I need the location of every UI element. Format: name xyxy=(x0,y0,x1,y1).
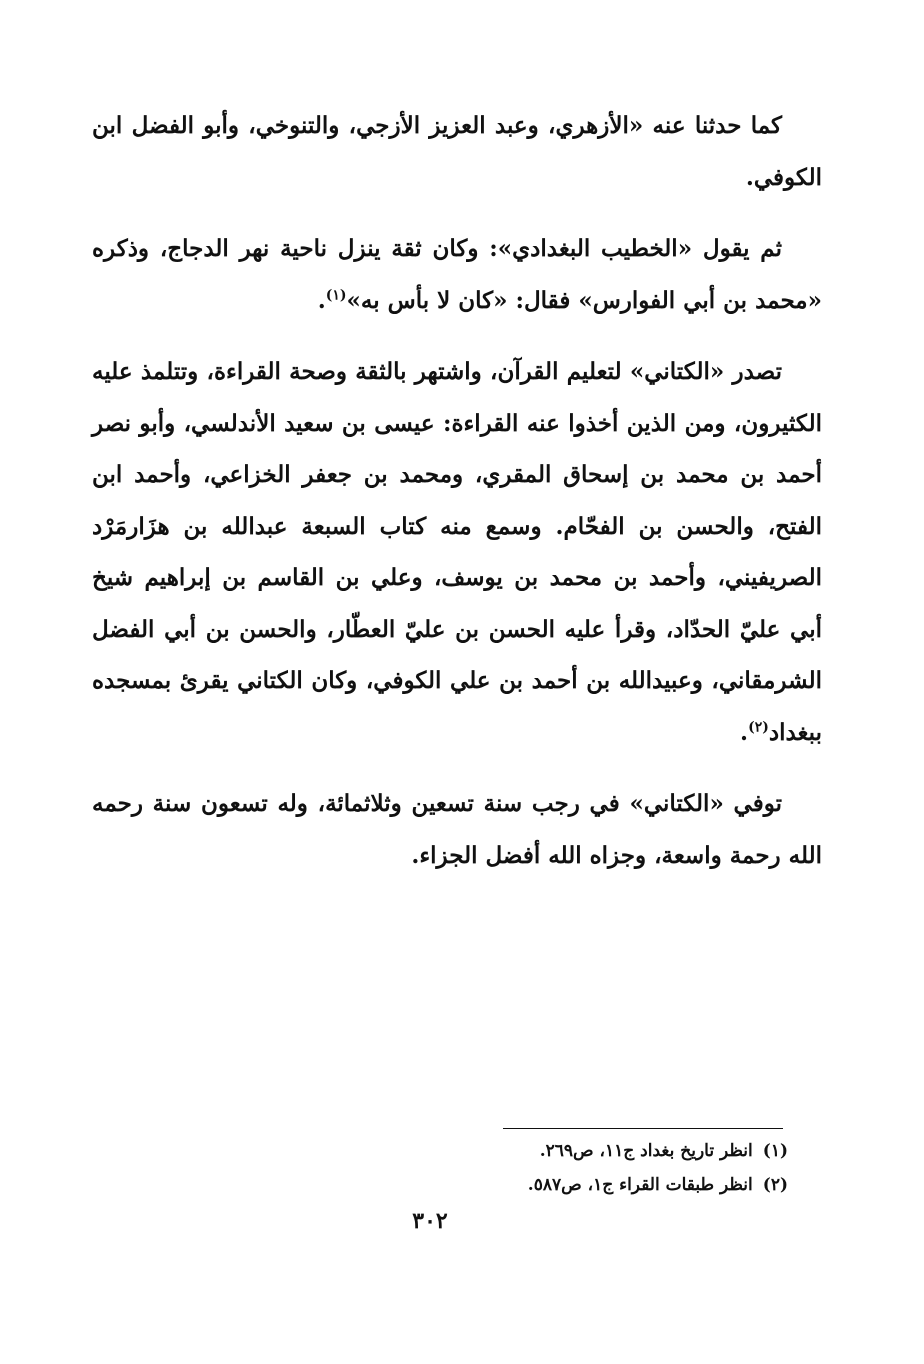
paragraph-1 xyxy=(92,100,822,203)
footnote-ref-1: (١) xyxy=(325,286,347,303)
page-number: ٣٠٢ xyxy=(412,1208,448,1234)
footnote-1 xyxy=(420,1134,788,1168)
main-text xyxy=(92,100,822,901)
paragraph-3 xyxy=(92,346,822,758)
footnote-2 xyxy=(420,1168,788,1202)
footnote-1-number: (١) xyxy=(762,1141,788,1161)
paragraph-2 xyxy=(92,223,822,326)
footnote-2-text: انظر طبقات القراء ج١، ص٥٨٧. xyxy=(527,1175,753,1195)
paragraph-4 xyxy=(92,778,822,881)
footnote-2-number: (٢) xyxy=(762,1175,788,1195)
paragraph-2-tail: . xyxy=(317,286,326,314)
footnotes xyxy=(420,1134,788,1202)
footnote-ref-2: (٢) xyxy=(748,718,769,735)
paragraph-4-text: توفي «الكتاني» في رجب سنة تسعين وثلاثمائة، وله تسعون سنة رحمه الله رحمة واسعة، وجزاه الله أفضل الجزاء. xyxy=(92,790,822,869)
paragraph-2-text: ثم يقول «الخطيب البغدادي»: وكان ثقة ينزل ناحية نهر الدجاج، وذكره «محمد بن أبي الفوارس» فقال: «كان لا بأس به» xyxy=(92,235,822,314)
footnote-divider xyxy=(503,1128,783,1129)
footnote-1-text: انظر تاريخ بغداد ج١١، ص٢٦٩. xyxy=(539,1141,753,1161)
paragraph-1-text: كما حدثنا عنه «الأزهري، وعبد العزيز الأزجي، والتنوخي، وأبو الفضل ابن الكوفي. xyxy=(92,112,822,191)
paragraph-3-text: تصدر «الكتاني» لتعليم القرآن، واشتهر بالثقة وصحة القراءة، وتتلمذ عليه الكثيرون، ومن الذين أخذوا عنه القراءة: عيسى بن سعيد الأندلسي، وأبو نصر أحمد بن محمد بن إسحاق المقري، ومحمد بن جعفر الخزاعي، وأحمد ابن الفتح، والحسن بن الفحّام. وسمع منه كتاب السبعة عبدالله بن هزَارمَرْد الصريفيني، وأحمد بن محمد بن يوسف، وعلي بن القاسم بن إبراهيم شيخ أبي عليّ الحدّاد، وقرأ عليه الحسن بن عليّ العطّار، والحسن بن أبي الفضل الشرمقاني، وعبيدالله بن أحمد بن علي الكوفي، وكان الكتاني يقرئ بمسجده ببغداد xyxy=(92,358,822,746)
paragraph-3-tail: . xyxy=(740,718,749,746)
